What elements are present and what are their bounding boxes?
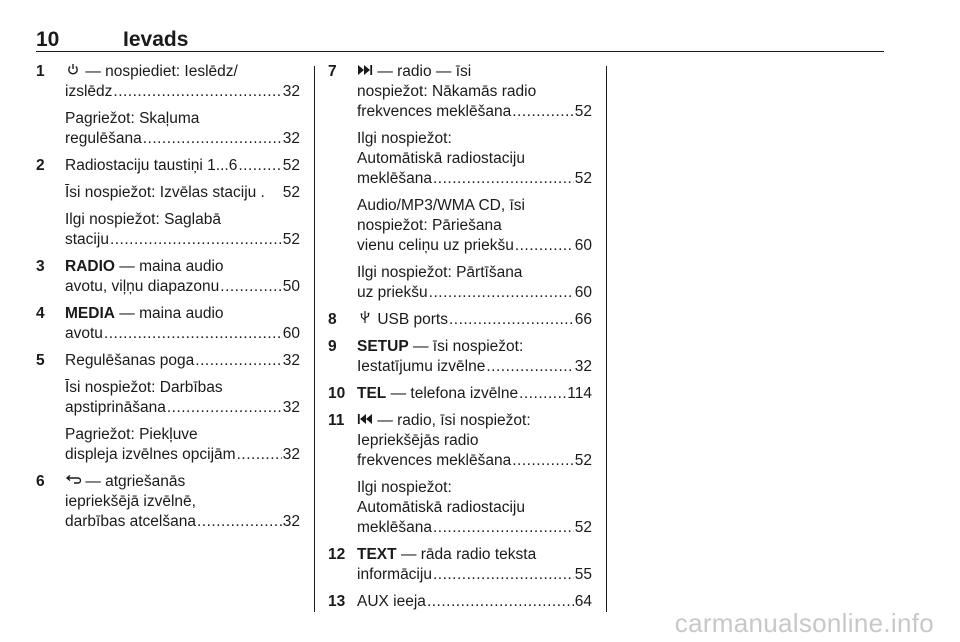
- entry-text: regulēšana: [65, 130, 142, 147]
- entry-text: meklēšana: [357, 519, 432, 536]
- dot-leader: [237, 445, 282, 465]
- entry-2: [36, 156, 300, 250]
- entry-number: 12: [328, 546, 346, 563]
- entry-10: [328, 384, 592, 404]
- page-header: [36, 20, 884, 52]
- entry-text: vienu celiņu uz priekšu: [357, 237, 514, 254]
- entry-number: 4: [36, 305, 45, 322]
- entry-text: — maina audio: [119, 305, 224, 322]
- dot-leader: [512, 102, 574, 122]
- page-reference[interactable]: 60: [574, 284, 592, 301]
- entry-text: nospiežot: Pāriešana: [357, 217, 502, 234]
- entry-text: Ilgi nospiežot:: [357, 130, 452, 147]
- entry-text: Iepriekšējās radio: [357, 432, 479, 449]
- dot-leader: [429, 283, 574, 303]
- entry-text: — maina audio: [119, 258, 224, 275]
- dot-leader: [427, 592, 574, 612]
- entry-text: — radio — īsi: [377, 63, 472, 80]
- entry-5: [36, 351, 300, 465]
- dot-leader: [433, 169, 574, 189]
- page-reference[interactable]: 32: [282, 83, 300, 100]
- button-name: TEL: [357, 385, 387, 402]
- dot-leader: [104, 324, 282, 344]
- page-reference[interactable]: 50: [282, 278, 300, 295]
- page-reference[interactable]: 32: [282, 130, 300, 147]
- back-arrow-icon: [65, 472, 81, 492]
- entry-text: Iestatījumu izvēlne: [357, 358, 486, 375]
- dot-leader: [143, 129, 282, 149]
- entry-text: Pagriežot: Skaļuma: [65, 110, 200, 127]
- entry-text: frekvences meklēšana: [357, 452, 512, 469]
- dot-leader: [433, 565, 574, 585]
- button-name: SETUP: [357, 338, 409, 355]
- section-title: Ievads: [123, 28, 189, 51]
- entry-7: [328, 62, 592, 303]
- entry-6: [36, 472, 300, 532]
- skip-back-icon: [357, 411, 373, 431]
- entry-text: izslēdz: [65, 83, 113, 100]
- entry-9: [328, 337, 592, 377]
- dot-leader: [519, 384, 566, 404]
- column-divider-1: [314, 66, 315, 612]
- entry-text: AUX ieeja: [357, 593, 426, 610]
- dot-leader: [512, 451, 574, 471]
- page-reference[interactable]: 52: [574, 452, 592, 469]
- dot-leader: [433, 518, 574, 538]
- entry-12: [328, 545, 592, 585]
- entry-number: 6: [36, 473, 45, 490]
- entry-text: meklēšana: [357, 170, 432, 187]
- page-reference[interactable]: 55: [574, 566, 592, 583]
- entry-3: [36, 257, 300, 297]
- entry-text: Pagriežot: Piekļuve: [65, 426, 198, 443]
- skip-forward-icon: [357, 62, 373, 82]
- entry-number: 8: [328, 311, 337, 328]
- dot-leader: [113, 82, 281, 102]
- page-reference[interactable]: 66: [574, 311, 592, 328]
- page-reference[interactable]: 32: [282, 399, 300, 416]
- dot-leader: [449, 310, 574, 330]
- page-reference[interactable]: 52: [282, 157, 300, 174]
- entry-text: Ilgi nospiežot: Saglabā: [65, 211, 221, 228]
- button-name: RADIO: [65, 258, 115, 275]
- page-reference[interactable]: 60: [282, 325, 300, 342]
- entry-11: [328, 411, 592, 538]
- page-reference[interactable]: 32: [282, 446, 300, 463]
- entry-number: 13: [328, 593, 346, 610]
- entry-text: Automātiskā radiostaciju: [357, 150, 525, 167]
- button-name: TEXT: [357, 546, 397, 563]
- entry-text: informāciju: [357, 566, 432, 583]
- dot-leader: [486, 357, 573, 377]
- page-reference[interactable]: 32: [282, 352, 300, 369]
- entry-number: 10: [328, 385, 346, 402]
- header-divider: [36, 51, 884, 52]
- power-icon: [65, 62, 81, 82]
- entry-13: [328, 592, 592, 612]
- entry-number: 1: [36, 63, 45, 80]
- entry-text: USB ports: [377, 311, 448, 328]
- entry-text: uz priekšu: [357, 284, 428, 301]
- entry-text: displeja izvēlnes opcijām: [65, 446, 236, 463]
- entry-text: nospiežot: Nākamās radio: [357, 83, 537, 100]
- entry-text: Regulēšanas poga: [65, 352, 195, 369]
- entry-text: — telefona izvēlne: [390, 385, 519, 402]
- dot-leader: [220, 277, 281, 297]
- entry-text: apstiprināšana: [65, 399, 166, 416]
- entry-text: — īsi nospiežot:: [413, 338, 524, 355]
- entry-text: staciju: [65, 231, 109, 248]
- page-reference[interactable]: 60: [574, 237, 592, 254]
- entry-text: avotu, viļņu diapazonu: [65, 278, 220, 295]
- left-column: [36, 62, 300, 539]
- watermark: carmanualsonline.info: [674, 608, 934, 638]
- page-reference[interactable]: 32: [574, 358, 592, 375]
- entry-number: 3: [36, 258, 45, 275]
- button-name: MEDIA: [65, 305, 115, 322]
- entry-text: frekvences meklēšana: [357, 103, 512, 120]
- page-number: 10: [36, 28, 60, 51]
- entry-number: 7: [328, 63, 337, 80]
- page-reference[interactable]: 52: [574, 170, 592, 187]
- entry-text: Radiostaciju taustiņi 1...6: [65, 157, 238, 174]
- page-reference[interactable]: 52: [282, 231, 300, 248]
- entry-text: Automātiskā radiostaciju: [357, 499, 525, 516]
- entry-1: [36, 62, 300, 149]
- entry-text: avotu: [65, 325, 103, 342]
- entry-text: Ilgi nospiežot:: [357, 479, 452, 496]
- dot-leader: [515, 236, 574, 256]
- dot-leader: [195, 351, 281, 371]
- dot-leader: [110, 230, 282, 250]
- entry-text: Īsi nospiežot: Darbības: [65, 379, 223, 396]
- entry-text: darbības atcelšana: [65, 513, 196, 530]
- entry-number: 2: [36, 157, 45, 174]
- dot-leader: [197, 512, 282, 532]
- page-reference[interactable]: 114: [567, 385, 592, 402]
- dot-leader: [238, 156, 281, 176]
- column-divider-2: [606, 66, 607, 612]
- page-reference[interactable]: 52: [574, 103, 592, 120]
- entry-text: iepriekšējā izvēlnē,: [65, 493, 196, 510]
- page-reference[interactable]: 32: [282, 513, 300, 530]
- usb-icon: [357, 310, 373, 330]
- entry-text: Īsi nospiežot: Izvēlas staciju .: [65, 184, 265, 201]
- right-column: [328, 62, 592, 619]
- entry-4: [36, 304, 300, 344]
- entry-text: — nospiediet: Ieslēdz/: [85, 63, 238, 80]
- page-reference[interactable]: 52: [282, 184, 300, 201]
- entry-8: [328, 310, 592, 330]
- entry-text: — rāda radio teksta: [400, 546, 537, 563]
- entry-text: — atgriešanās: [85, 473, 186, 490]
- entry-number: 5: [36, 352, 45, 369]
- entry-text: Ilgi nospiežot: Pārtīšana: [357, 264, 523, 281]
- entry-number: 9: [328, 338, 337, 355]
- page-reference[interactable]: 52: [574, 519, 592, 536]
- page-reference[interactable]: 64: [574, 593, 592, 610]
- dot-leader: [167, 398, 282, 418]
- entry-number: 11: [328, 412, 345, 429]
- entry-text: Audio/MP3/WMA CD, īsi: [357, 197, 525, 214]
- entry-text: — radio, īsi nospiežot:: [377, 412, 531, 429]
